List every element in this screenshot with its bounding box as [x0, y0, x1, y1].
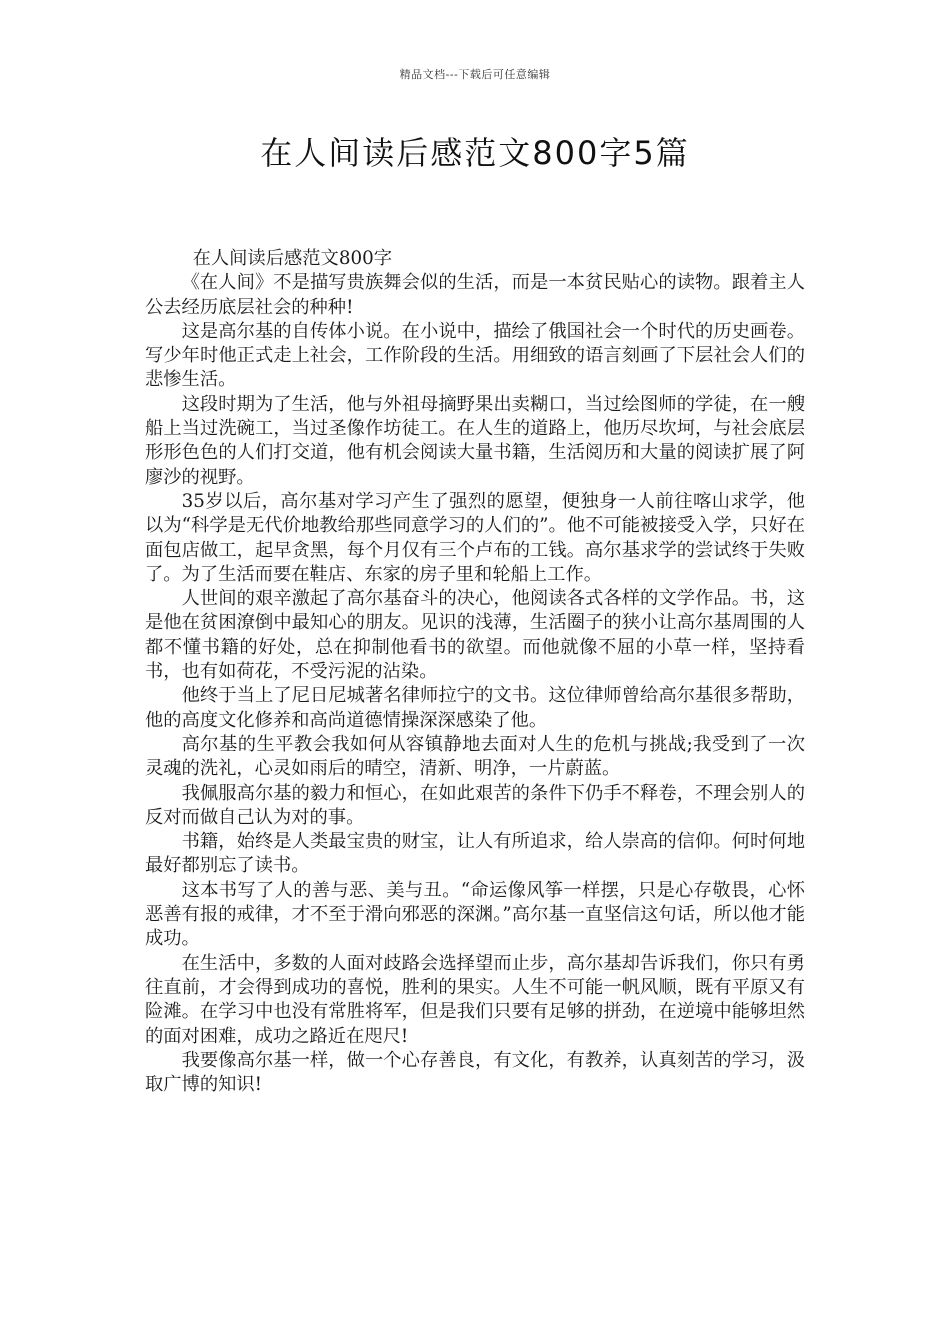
header-note: 精品文档---下载后可任意编辑	[399, 68, 551, 81]
paragraph: 35岁以后，高尔基对学习产生了强烈的愿望，便独身一人前往喀山求学，他以为“科学是无代价地教给那些同意学习的人们的”。他不可能被接受入学，只好在面包店做工，起早贪黑，每个月仅有三个卢布的工钱。高尔基求学的尝试终于失败了。为了生活而要在鞋店、东家的房子里和轮船上工作。	[145, 490, 805, 585]
section-subheading: 在人间读后感范文800字	[192, 248, 393, 269]
paragraph: 在生活中，多数的人面对歧路会选择望而止步，高尔基却告诉我们，你只有勇往直前，才会得到成功的喜悦，胜利的果实。人生不可能一帆风顺，既有平原又有险滩。在学习中也没有常胜将军，但是我们只要有足够的拼劲，在逆境中能够坦然的面对困难，成功之路近在咫尺!	[145, 952, 805, 1047]
paragraph: 我佩服高尔基的毅力和恒心，在如此艰苦的条件下仍手不释卷，不理会别人的反对而做自己认为对的事。	[145, 782, 805, 828]
paragraph: 书籍，始终是人类最宝贵的财宝，让人有所追求，给人崇高的信仰。何时何地最好都别忘了读书。	[145, 831, 805, 877]
document-title: 在人间读后感范文800字5篇	[260, 134, 690, 172]
paragraph: 这是高尔基的自传体小说。在小说中，描绘了俄国社会一个时代的历史画卷。写少年时他正式走上社会，工作阶段的生活。用细致的语言刻画了下层社会人们的悲惨生活。	[145, 320, 805, 391]
document-body	[145, 247, 805, 1097]
paragraph: 《在人间》不是描写贵族舞会似的生活，而是一本贫民贴心的读物。跟着主人公去经历底层社会的种种!	[145, 272, 805, 318]
paragraph: 这本书写了人的善与恶、美与丑。“命运像风筝一样摆，只是心存敬畏，心怀恶善有报的戒律，才不至于滑向邪恶的深渊。”高尔基一直坚信这句话，所以他才能成功。	[145, 879, 805, 950]
paragraph: 我要像高尔基一样，做一个心存善良，有文化，有教养，认真刻苦的学习，汲取广博的知识!	[145, 1049, 805, 1096]
paragraph: 高尔基的生平教会我如何从容镇静地去面对人生的危机与挑战;我受到了一次灵魂的洗礼，心灵如雨后的晴空，清新、明净，一片蔚蓝。	[145, 733, 805, 780]
paragraph: 这段时期为了生活，他与外祖母摘野果出卖糊口，当过绘图师的学徒，在一艘船上当过洗碗工，当过圣像作坊徒工。在人生的道路上，他历尽坎坷，与社会底层形形色色的人们打交道，他有机会阅读大量书籍，生活阅历和大量的阅读扩展了阿廖沙的视野。	[145, 393, 805, 488]
paragraph: 他终于当上了尼日尼城著名律师拉宁的文书。这位律师曾给高尔基很多帮助，他的高度文化修养和高尚道德情操深深感染了他。	[145, 685, 805, 731]
paragraph: 人世间的艰辛激起了高尔基奋斗的决心，他阅读各式各样的文学作品。书，这是他在贫困潦倒中最知心的朋友。见识的浅薄，生活圈子的狭小让高尔基周围的人都不懂书籍的好处，总在抑制他看书的欲望。而他就像不屈的小草一样，坚持看书，也有如荷花，不受污泥的沾染。	[145, 588, 805, 683]
